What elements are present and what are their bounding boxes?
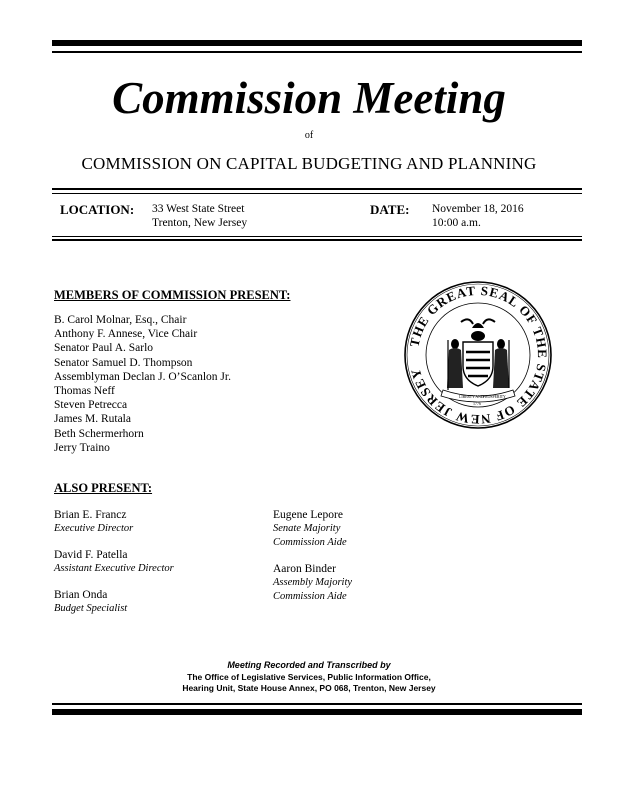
location-line-1: 33 West State Street — [152, 203, 245, 215]
staff-name: David F. Patella — [54, 549, 128, 561]
also-present-heading: ALSO PRESENT: — [54, 481, 153, 495]
staff-role: Commission Aide — [273, 537, 347, 548]
staff-role: Assembly Majority — [273, 577, 353, 588]
transcription-footer — [0, 660, 618, 695]
staff-name: Brian Onda — [54, 589, 108, 601]
title-of: of — [304, 130, 314, 141]
date-line-2: 10:00 a.m. — [432, 217, 481, 229]
seal-banner-left: LIBERTY AND — [459, 395, 484, 399]
member-item: Anthony F. Annese, Vice Chair — [54, 328, 198, 341]
top-rule-thin — [52, 51, 582, 53]
member-item: Jerry Traino — [54, 441, 110, 454]
staff-role: Budget Specialist — [54, 603, 128, 614]
bottom-rule-thin — [52, 703, 582, 705]
members-heading: MEMBERS OF COMMISSION PRESENT: — [54, 288, 291, 302]
member-item: Assemblyman Declan J. O’Scanlon Jr. — [54, 370, 231, 383]
seal-banner-right: PROSPERITY — [483, 395, 506, 399]
commission-name: COMMISSION ON CAPITAL BUDGETING AND PLANNING — [81, 154, 537, 173]
page-title: Commission Meeting — [112, 73, 506, 123]
state-seal-image — [403, 280, 553, 430]
footer-line-1: Meeting Recorded and Transcribed by — [227, 660, 391, 670]
location-label: LOCATION: — [60, 202, 135, 217]
member-item: B. Carol Molnar, Esq., Chair — [54, 314, 187, 326]
member-item: Senator Paul A. Sarlo — [54, 342, 154, 355]
member-item: Beth Schermerhorn — [54, 427, 144, 440]
staff-name: Aaron Binder — [273, 563, 336, 575]
staff-name: Eugene Lepore — [273, 509, 343, 521]
bottom-rule-thick — [52, 709, 582, 715]
seal-text: THE GREAT SEAL OF THE STATE OF NEW JERSEY — [406, 282, 551, 428]
info-rule-top — [52, 188, 582, 190]
seal-year: 1776 — [473, 401, 481, 406]
staff-role: Assistant Executive Director — [54, 563, 174, 574]
member-item: Thomas Neff — [54, 385, 115, 398]
info-rule-bottom-2 — [52, 239, 582, 241]
footer-line-3: Hearing Unit, State House Annex, PO 068, Trenton, New Jersey — [182, 683, 436, 693]
member-item: Steven Petrecca — [54, 399, 128, 412]
info-rule-top-2 — [52, 193, 582, 194]
member-item: Senator Samuel D. Thompson — [54, 356, 193, 369]
members-list — [54, 313, 231, 455]
staff-role: Senate Majority — [273, 523, 341, 534]
date-line-1: November 18, 2016 — [432, 203, 524, 215]
staff-role: Executive Director — [54, 523, 134, 534]
date-label: DATE: — [370, 202, 410, 217]
location-line-2: Trenton, New Jersey — [152, 217, 248, 229]
member-item: James M. Rutala — [54, 413, 131, 426]
staff-name: Brian E. Francz — [54, 509, 127, 521]
staff-role: Commission Aide — [273, 591, 347, 602]
info-rule-bottom — [52, 236, 582, 237]
footer-line-2: The Office of Legislative Services, Public Information Office, — [187, 671, 431, 682]
top-rule-thick — [52, 40, 582, 46]
